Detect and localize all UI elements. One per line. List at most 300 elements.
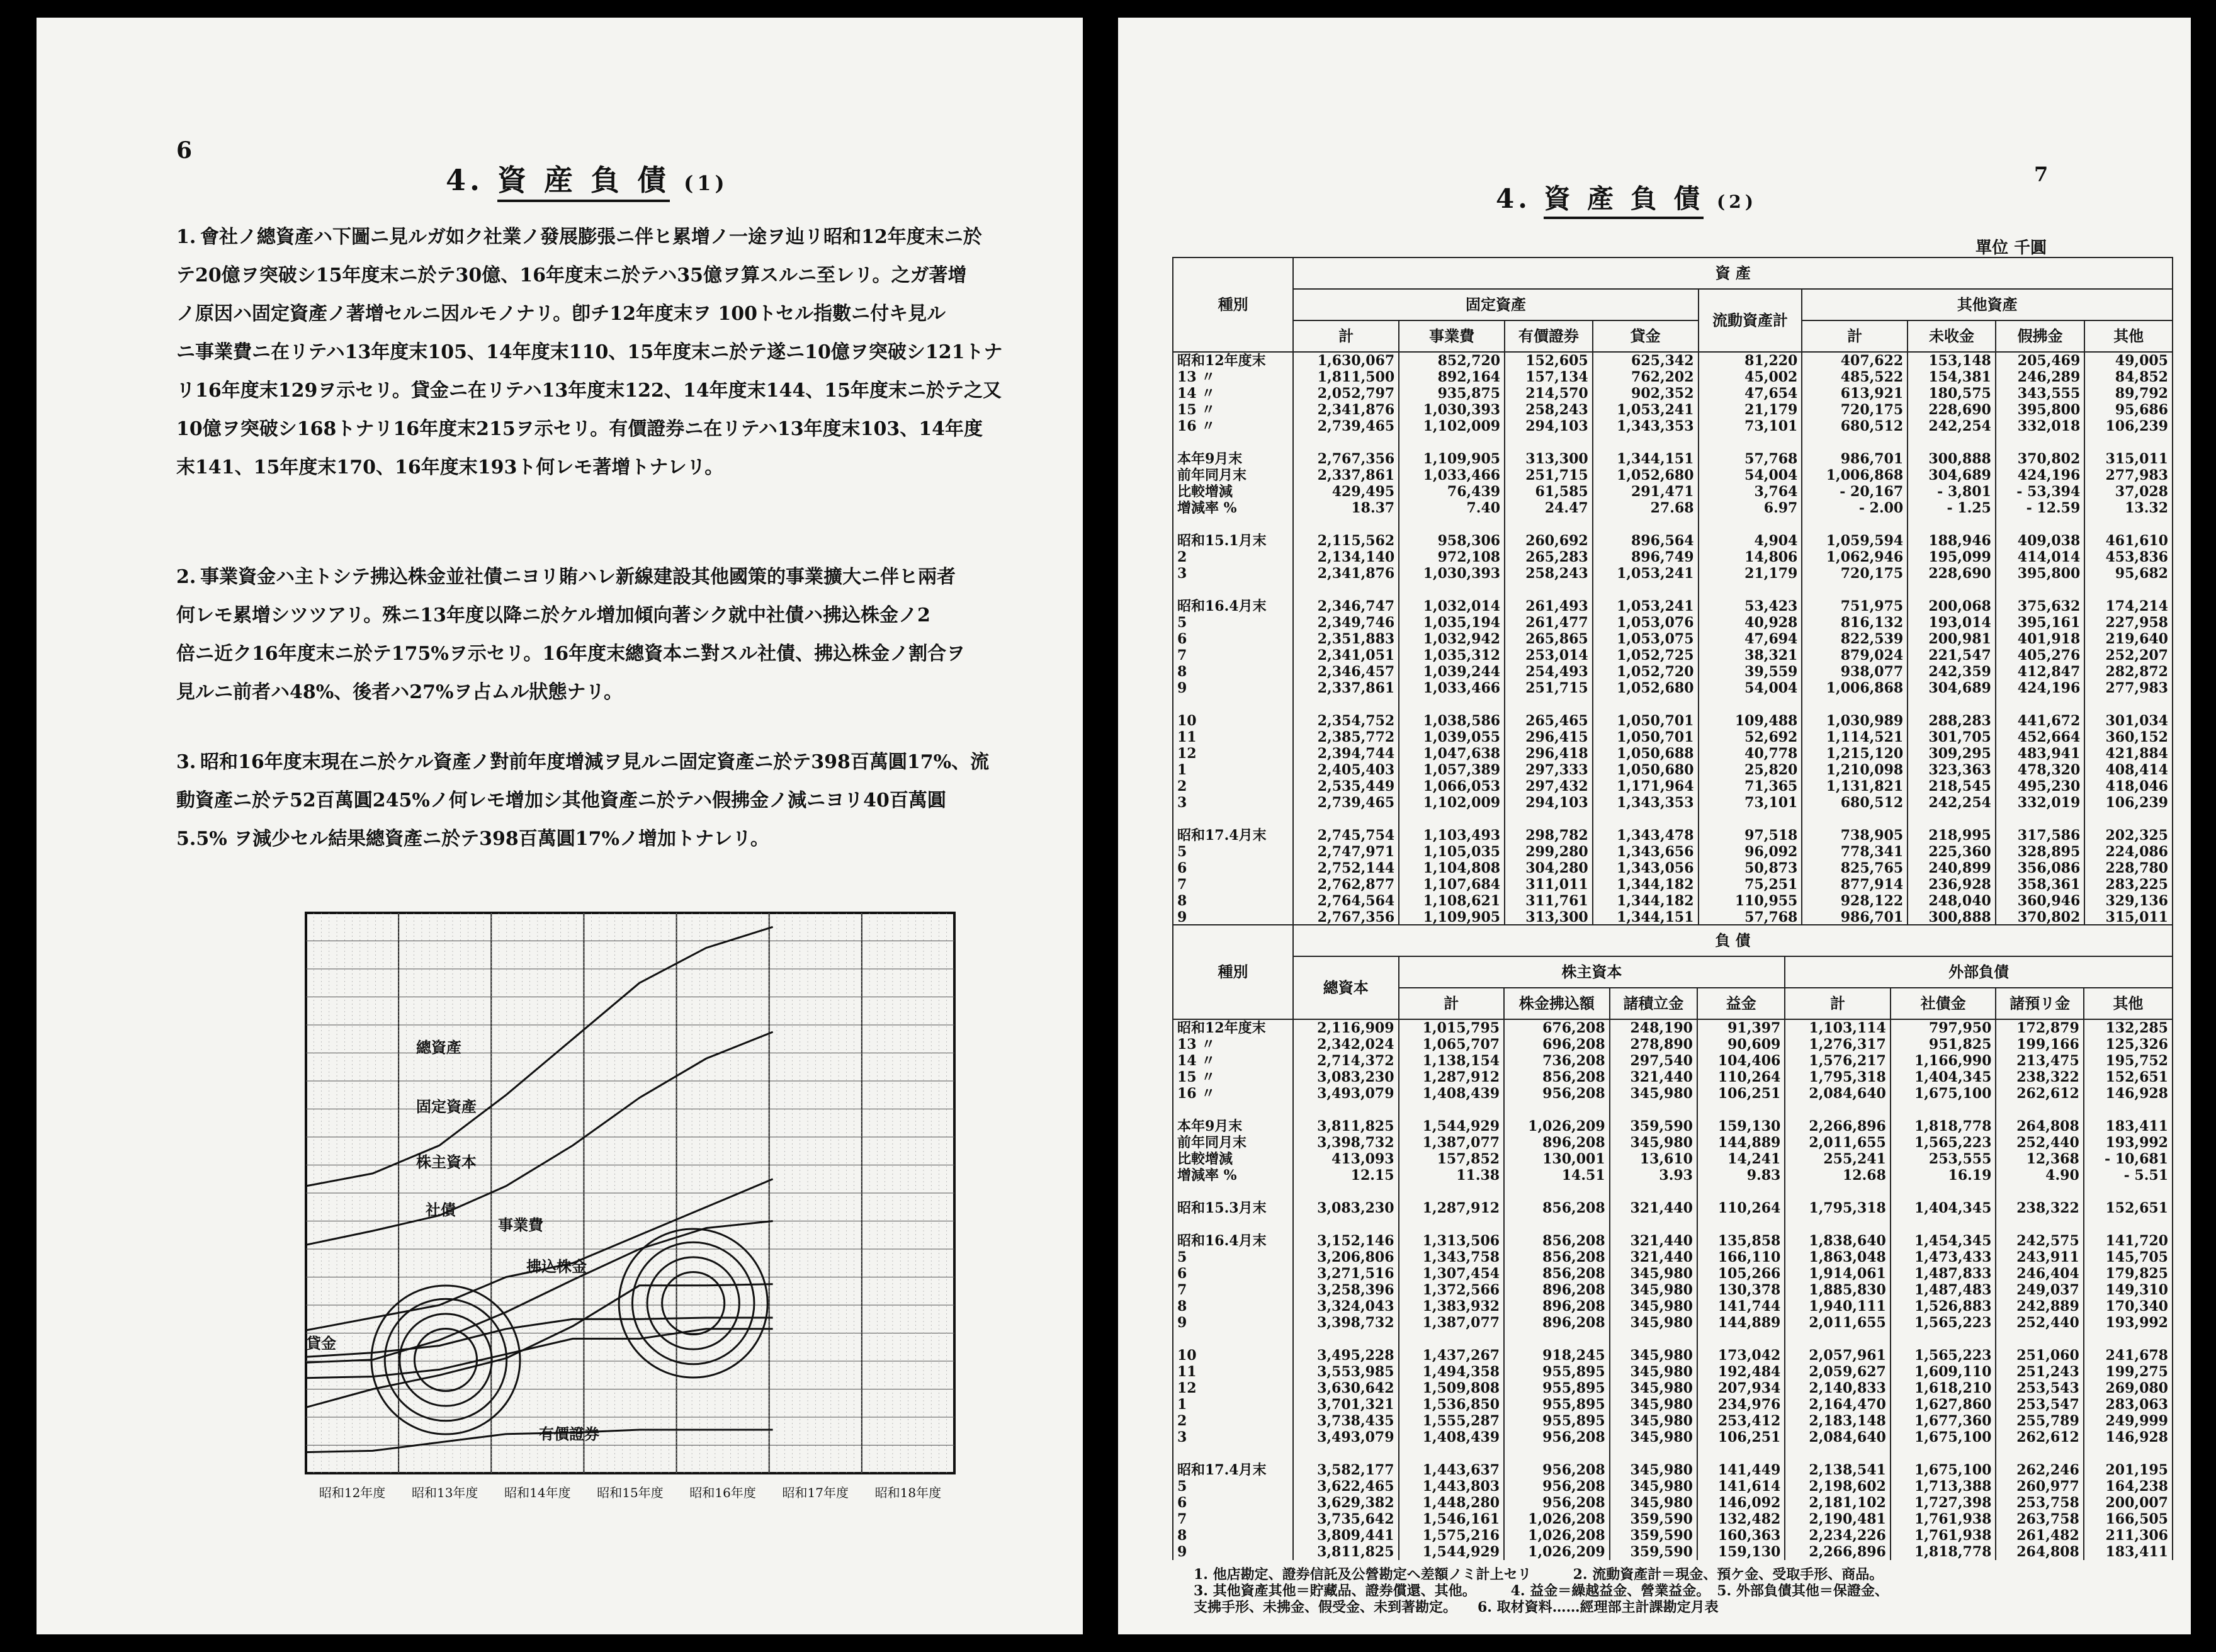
table-cell: 47,654 (1699, 385, 1802, 402)
table-cell: 253,555 (1891, 1151, 1996, 1167)
paragraph-text: 末141、15年度末170、16年度末193ト何レモ著增トナレリ。 (176, 456, 724, 478)
table-cell: 896,208 (1504, 1298, 1610, 1315)
table-cell: 1,387,077 (1399, 1134, 1505, 1151)
table-cell: 73,101 (1699, 418, 1802, 434)
table-cell: 1,565,223 (1891, 1347, 1996, 1364)
table-cell: 1,053,241 (1593, 402, 1699, 418)
table-cell: 1,030,989 (1802, 713, 1908, 729)
table-cell: 317,586 (1996, 827, 2084, 844)
table-cell: 1,885,830 (1785, 1282, 1891, 1298)
table-cell (1399, 1184, 1505, 1200)
table-row (1173, 484, 2173, 500)
table-cell: 1,062,946 (1802, 549, 1908, 565)
table-row (1173, 909, 2173, 925)
table-row (1173, 385, 2173, 402)
table-header: 諸積立金 (1610, 988, 1697, 1019)
table-cell: 424,196 (1996, 467, 2084, 484)
row-label: 2 (1173, 1413, 1293, 1429)
table-cell: 1,863,048 (1785, 1249, 1891, 1265)
table-cell: 179,825 (2084, 1265, 2173, 1282)
table-cell: 395,800 (1996, 402, 2084, 418)
table-cell: 1,343,656 (1593, 844, 1699, 860)
table-cell: 12.15 (1293, 1167, 1399, 1184)
table-cell: 2,747,971 (1293, 844, 1399, 860)
table-cell: 1,033,466 (1399, 680, 1505, 696)
table-cell (1610, 1184, 1697, 1200)
table-cell: 1,437,267 (1399, 1347, 1505, 1364)
table-cell (1399, 582, 1505, 598)
table-cell: 258,243 (1505, 565, 1593, 582)
table-cell: 956,208 (1504, 1462, 1610, 1478)
table-row (1173, 778, 2173, 795)
table-cell: 16.19 (1891, 1167, 1996, 1184)
table-cell: 358,361 (1996, 876, 2084, 893)
table-cell: 238,322 (1996, 1200, 2083, 1216)
table-cell: 1,344,182 (1593, 876, 1699, 893)
table-cell: 461,610 (2084, 533, 2173, 549)
table-cell: 1,343,758 (1399, 1249, 1505, 1265)
table-cell: 3,622,465 (1293, 1478, 1399, 1495)
chart-label: 固定資產 (416, 1097, 477, 1116)
table-cell: 956,208 (1504, 1478, 1610, 1495)
table-cell: 986,701 (1802, 451, 1908, 467)
table-cell: 1,108,621 (1399, 893, 1505, 909)
table-cell: 57,768 (1699, 451, 1802, 467)
table-header: 計 (1802, 320, 1908, 352)
table-cell: 135,858 (1697, 1233, 1785, 1249)
left-page (37, 18, 1083, 1634)
table-cell: 261,482 (1996, 1527, 2083, 1544)
table-cell: 54,004 (1699, 467, 1802, 484)
table-cell: 1,038,586 (1399, 713, 1505, 729)
footnote-line: 支拂手形、未拂金、假受金、未到著勘定。 6. 取材資料……經理部主計課勘定月表 (1194, 1599, 1719, 1615)
table-cell: 478,320 (1996, 762, 2084, 778)
table-cell: 251,715 (1505, 467, 1593, 484)
table-cell: 896,749 (1593, 549, 1699, 565)
table-cell: - 2.00 (1802, 500, 1908, 516)
table-row (1173, 893, 2173, 909)
table-cell (1610, 1102, 1697, 1118)
table-cell (1697, 1216, 1785, 1233)
table-cell: 211,306 (2084, 1527, 2173, 1544)
table-cell: 84,852 (2084, 369, 2173, 385)
table-cell: 146,928 (2084, 1085, 2173, 1102)
table-row (1173, 1544, 2173, 1560)
table-cell: 956,208 (1504, 1085, 1610, 1102)
table-cell: 183,411 (2084, 1544, 2173, 1560)
table-cell: 928,122 (1802, 893, 1908, 909)
table-cell: 345,980 (1610, 1282, 1697, 1298)
table-cell: 164,238 (2084, 1478, 2173, 1495)
table-cell: 258,243 (1505, 402, 1593, 418)
table-cell: 1,609,110 (1891, 1364, 1996, 1380)
table-cell: 1,026,208 (1504, 1511, 1610, 1527)
row-label: 昭和12年度末 (1173, 1019, 1293, 1036)
row-label: 3 (1173, 565, 1293, 582)
table-cell (1996, 696, 2084, 713)
row-label: 昭和16.4月末 (1173, 598, 1293, 614)
table-cell: 3,324,043 (1293, 1298, 1399, 1315)
table-cell: 409,038 (1996, 533, 2084, 549)
table-cell: 2,140,833 (1785, 1380, 1891, 1396)
chart-xtick: 昭和14年度 (504, 1485, 571, 1500)
chart-label: 社債 (426, 1201, 456, 1219)
table-row (1173, 1118, 2173, 1134)
table-header: 株金拂込額 (1504, 988, 1610, 1019)
table-cell: 224,086 (2084, 844, 2173, 860)
table-cell (1610, 1216, 1697, 1233)
table-cell (1802, 582, 1908, 598)
paragraph-text: 5.5% ヲ減少セル結果總資產ニ於テ398百萬圓17%ノ增加トナレリ。 (176, 828, 769, 850)
row-label: 2 (1173, 778, 1293, 795)
table-cell (2084, 434, 2173, 451)
row-label: 2 (1173, 549, 1293, 565)
table-row (1173, 1495, 2173, 1511)
table-row (1173, 369, 2173, 385)
table-row (1173, 467, 2173, 484)
table-cell: 1,066,053 (1399, 778, 1505, 795)
title-text: 資 産 負 債 (497, 163, 670, 202)
table-cell: 3,152,146 (1293, 1233, 1399, 1249)
table-cell: 1,408,439 (1399, 1429, 1505, 1445)
paragraph-text: 10億ヲ突破シ168トナリ16年度末215ヲ示セリ。有價證券ニ在リテハ13年度末103、14年度 (176, 418, 983, 440)
table-cell: 896,208 (1504, 1282, 1610, 1298)
table-cell: 27.68 (1593, 500, 1699, 516)
table-cell: 262,612 (1996, 1429, 2083, 1445)
row-label (1173, 516, 1293, 533)
table-cell: 195,752 (2084, 1053, 2173, 1069)
table-row (1173, 533, 2173, 549)
paragraph-line (176, 371, 1070, 410)
table-cell (1505, 582, 1593, 598)
table-cell: 91,397 (1697, 1019, 1785, 1036)
table-cell: 2,385,772 (1293, 729, 1399, 745)
row-label: 7 (1173, 1511, 1293, 1527)
paragraph-text: 倍ニ近ク16年度末ニ於テ175%ヲ示セリ。16年度末總資本ニ對スル社債、拂込株金ノ割合ヲ (176, 643, 966, 665)
table-cell (1399, 1216, 1505, 1233)
table-cell (1504, 1102, 1610, 1118)
table-cell: 345,980 (1610, 1413, 1697, 1429)
table-cell: 2,190,481 (1785, 1511, 1891, 1527)
row-label: 10 (1173, 1347, 1293, 1364)
table-cell: 1,006,868 (1802, 680, 1908, 696)
table-cell: 453,836 (2084, 549, 2173, 565)
table-cell: 1,795,318 (1785, 1069, 1891, 1085)
table-cell: 234,976 (1697, 1396, 1785, 1413)
table-cell (1996, 1331, 2083, 1347)
table-row (1173, 631, 2173, 647)
chart-xtick: 昭和15年度 (597, 1485, 664, 1500)
table-cell (1399, 516, 1505, 533)
table-cell: 1,565,223 (1891, 1315, 1996, 1331)
row-label: 6 (1173, 1265, 1293, 1282)
table-cell (1908, 811, 1996, 827)
table-cell: 1,473,433 (1891, 1249, 1996, 1265)
table-cell: 251,243 (1996, 1364, 2083, 1380)
table-cell: 816,132 (1802, 614, 1908, 631)
table-cell: 856,208 (1504, 1265, 1610, 1282)
table-cell: 2,739,465 (1293, 418, 1399, 434)
table-cell: 195,099 (1908, 549, 1996, 565)
table-cell: 296,418 (1505, 745, 1593, 762)
table-cell: 879,024 (1802, 647, 1908, 664)
table-cell: 2,351,883 (1293, 631, 1399, 647)
row-label: 昭和12年度末 (1173, 352, 1293, 369)
table-cell: 146,092 (1697, 1495, 1785, 1511)
table-cell: 95,682 (2084, 565, 2173, 582)
chart-label: 總資產 (416, 1038, 461, 1056)
row-label: 11 (1173, 729, 1293, 745)
row-label: 9 (1173, 1315, 1293, 1331)
table-cell (1293, 1445, 1399, 1462)
row-label (1173, 1102, 1293, 1118)
table-cell: 219,640 (2084, 631, 2173, 647)
table-row (1173, 1429, 2173, 1445)
table-cell: 11.38 (1399, 1167, 1505, 1184)
paragraph-line (176, 448, 1070, 487)
table-row (1173, 500, 2173, 516)
table-cell (1505, 811, 1593, 827)
table-cell: 958,306 (1399, 533, 1505, 549)
table-cell: 2,405,403 (1293, 762, 1399, 778)
table-header: 其他 (2084, 320, 2173, 352)
table-cell: 1,618,210 (1891, 1380, 1996, 1396)
table-row (1173, 1527, 2173, 1544)
table-cell: 3,809,441 (1293, 1527, 1399, 1544)
table-cell: 132,285 (2084, 1019, 2173, 1036)
table-row (1173, 1331, 2173, 1347)
chart-series-line (306, 1032, 773, 1245)
table-cell (1504, 1216, 1610, 1233)
table-cell: 253,014 (1505, 647, 1593, 664)
table-row (1173, 1036, 2173, 1053)
table-cell: 680,512 (1802, 418, 1908, 434)
paragraph-text: リ16年度末129ヲ示セリ。貸金ニ在リテハ13年度末122、14年度末144、15年度末ニ於テ之又 (176, 380, 1002, 402)
table-cell: 356,086 (1996, 860, 2084, 876)
table-cell: 261,477 (1505, 614, 1593, 631)
table-cell: - 53,394 (1996, 484, 2084, 500)
table-row (1173, 680, 2173, 696)
table-cell: 21,179 (1699, 565, 1802, 582)
table-cell: 96,092 (1699, 844, 1802, 860)
table-cell: 241,678 (2084, 1347, 2173, 1364)
pie-ring (632, 1242, 754, 1364)
table-cell: 263,758 (1996, 1511, 2083, 1527)
table-row (1173, 1200, 2173, 1216)
paragraph-text: ニ事業費ニ在リテハ13年度末105、14年度末110、15年度末ニ於テ遂ニ10億ヲ突破シ121トナ (176, 341, 1003, 363)
table-cell: 2,346,747 (1293, 598, 1399, 614)
row-label (1173, 1445, 1293, 1462)
table-cell: 173,042 (1697, 1347, 1785, 1364)
footnotes (1194, 1566, 2176, 1615)
table-cell: 183,411 (2084, 1118, 2173, 1134)
table-cell (2084, 1331, 2173, 1347)
table-cell (1802, 696, 1908, 713)
table-cell: 1,313,506 (1399, 1233, 1505, 1249)
table-row (1173, 844, 2173, 860)
table-cell: 2,394,744 (1293, 745, 1399, 762)
table-cell: 4.90 (1996, 1167, 2083, 1184)
paragraph-line (176, 295, 1070, 333)
table-cell: 304,689 (1908, 467, 1996, 484)
row-label (1173, 1184, 1293, 1200)
table-cell: 1,166,990 (1891, 1053, 1996, 1069)
table-row (1173, 1462, 2173, 1478)
table-cell (1399, 1102, 1505, 1118)
table-cell: 736,208 (1504, 1053, 1610, 1069)
table-cell: 720,175 (1802, 402, 1908, 418)
table-cell: 375,632 (1996, 598, 2084, 614)
row-label: 8 (1173, 1527, 1293, 1544)
table-cell: 125,326 (2084, 1036, 2173, 1053)
table-cell: 291,471 (1593, 484, 1699, 500)
table-cell: 260,977 (1996, 1478, 2083, 1495)
table-cell: 213,475 (1996, 1053, 2083, 1069)
table-cell: 332,018 (1996, 418, 2084, 434)
table-cell: 193,992 (2084, 1315, 2173, 1331)
table-cell: 221,547 (1908, 647, 1996, 664)
table-cell: 1,713,388 (1891, 1478, 1996, 1495)
table-header: 諸預リ金 (1996, 988, 2083, 1019)
table-cell: 313,300 (1505, 451, 1593, 467)
table-cell: 1,372,566 (1399, 1282, 1505, 1298)
table-cell: 1,487,833 (1891, 1265, 1996, 1282)
table-cell: 1,026,209 (1504, 1544, 1610, 1560)
table-cell (1293, 516, 1399, 533)
table-header: 負 債 (1293, 925, 2173, 956)
row-label: 9 (1173, 909, 1293, 925)
table-cell: 261,493 (1505, 598, 1593, 614)
table-cell: 174,214 (2084, 598, 2173, 614)
table-cell: 265,465 (1505, 713, 1593, 729)
table-cell: 277,983 (2084, 680, 2173, 696)
chart-xtick: 昭和13年度 (411, 1485, 478, 1500)
row-label: 3 (1173, 795, 1293, 811)
table-cell: 2,115,562 (1293, 533, 1399, 549)
table-cell: 54,004 (1699, 680, 1802, 696)
table-row (1173, 1134, 2173, 1151)
table-cell (1697, 1184, 1785, 1200)
table-cell: 1,052,725 (1593, 647, 1699, 664)
table-cell: 236,928 (1908, 876, 1996, 893)
row-label: 16 〃 (1173, 1085, 1293, 1102)
table-cell: 1,104,808 (1399, 860, 1505, 876)
table-cell (1891, 1184, 1996, 1200)
table-cell: 1,035,312 (1399, 647, 1505, 664)
table-cell: 956,208 (1504, 1429, 1610, 1445)
table-row (1173, 434, 2173, 451)
table-cell: 856,208 (1504, 1233, 1610, 1249)
table-cell: 282,872 (2084, 664, 2173, 680)
table-cell (1593, 811, 1699, 827)
row-label: 1 (1173, 762, 1293, 778)
table-cell: 14,806 (1699, 549, 1802, 565)
table-cell: 321,440 (1610, 1249, 1697, 1265)
table-cell: 242,254 (1908, 795, 1996, 811)
table-row (1173, 1413, 2173, 1429)
table-cell: 441,672 (1996, 713, 2084, 729)
table-cell: - 12.59 (1996, 500, 2084, 516)
row-label: 8 (1173, 893, 1293, 909)
table-cell: 1,050,680 (1593, 762, 1699, 778)
table-cell: 1,509,808 (1399, 1380, 1505, 1396)
table-cell: 3,495,228 (1293, 1347, 1399, 1364)
table-header: 種別 (1173, 925, 1293, 1019)
table-cell: 1,138,154 (1399, 1053, 1505, 1069)
table-cell: 1,443,803 (1399, 1478, 1505, 1495)
table-cell: 2,739,465 (1293, 795, 1399, 811)
table-cell (1697, 1331, 1785, 1347)
table-cell: 283,063 (2084, 1396, 2173, 1413)
table-cell: 288,283 (1908, 713, 1996, 729)
table-cell: 3,083,230 (1293, 1200, 1399, 1216)
paragraph-line (176, 673, 1070, 711)
table-cell: 300,888 (1908, 451, 1996, 467)
row-label: 7 (1173, 647, 1293, 664)
table-cell: 3,398,732 (1293, 1315, 1399, 1331)
table-cell: 25,820 (1699, 762, 1802, 778)
table-cell (2084, 811, 2173, 827)
table-cell: 360,152 (2084, 729, 2173, 745)
table-cell: 1,006,868 (1802, 467, 1908, 484)
table-cell: 40,928 (1699, 614, 1802, 631)
table-cell: 264,808 (1996, 1544, 2083, 1560)
table-cell: 1,454,345 (1891, 1233, 1996, 1249)
table-cell (2084, 582, 2173, 598)
table-cell: 345,980 (1610, 1315, 1697, 1331)
table-cell: 3,083,230 (1293, 1069, 1399, 1085)
table-cell: 1,795,318 (1785, 1200, 1891, 1216)
row-label: 1 (1173, 1396, 1293, 1413)
table-row (1173, 1265, 2173, 1282)
table-cell (1908, 696, 1996, 713)
row-label: 3 (1173, 1429, 1293, 1445)
table-cell: 152,651 (2084, 1069, 2173, 1085)
table-cell: 345,980 (1610, 1429, 1697, 1445)
table-cell: 110,264 (1697, 1200, 1785, 1216)
table-cell: 720,175 (1802, 565, 1908, 582)
table-cell: 297,333 (1505, 762, 1593, 778)
chart-xtick: 昭和16年度 (689, 1485, 756, 1500)
row-label: 6 (1173, 860, 1293, 876)
table-cell: - 20,167 (1802, 484, 1908, 500)
table-cell: 3,764 (1699, 484, 1802, 500)
table-cell: 405,276 (1996, 647, 2084, 664)
table-cell: 1,065,707 (1399, 1036, 1505, 1053)
table-cell (1505, 434, 1593, 451)
table-cell: 986,701 (1802, 909, 1908, 925)
table-row (1173, 614, 2173, 631)
table-header: 事業費 (1399, 320, 1505, 352)
table-cell (1891, 1102, 1996, 1118)
liabilities-table (1172, 924, 2173, 1560)
table-row (1173, 1053, 2173, 1069)
paragraph-line (176, 781, 1070, 820)
table-cell: 227,958 (2084, 614, 2173, 631)
table-cell: 75,251 (1699, 876, 1802, 893)
row-label: 5 (1173, 844, 1293, 860)
table-cell: 243,911 (1996, 1249, 2083, 1265)
table-cell: 252,440 (1996, 1134, 2083, 1151)
chart-label: 拂込株金 (526, 1257, 587, 1276)
table-cell: 1,343,478 (1593, 827, 1699, 844)
table-cell: 315,011 (2084, 909, 2173, 925)
table-row (1173, 1347, 2173, 1364)
table-cell: 2,234,226 (1785, 1527, 1891, 1544)
table-row (1173, 729, 2173, 745)
table-cell: 2,762,877 (1293, 876, 1399, 893)
table-cell (1699, 811, 1802, 827)
